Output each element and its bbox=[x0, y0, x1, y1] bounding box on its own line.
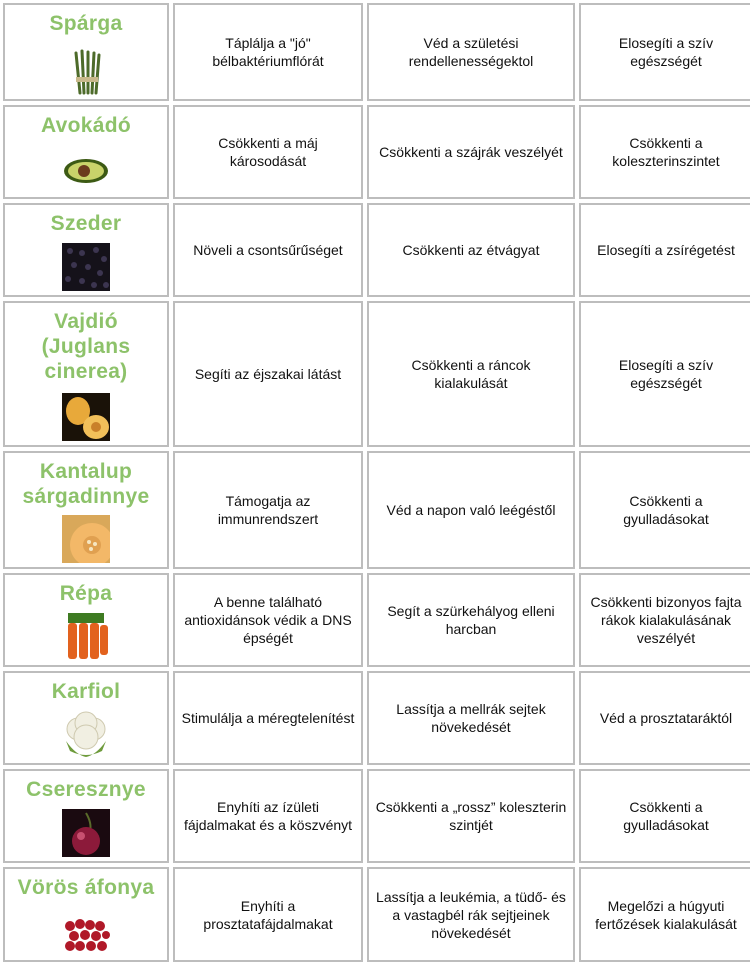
benefit-cell: Véd a prosztataráktól bbox=[579, 671, 750, 765]
benefit-cell: Véd a napon való leégéstől bbox=[367, 451, 575, 569]
benefit-cell: Megelőzi a húgyuti fertőzések kialakulását bbox=[579, 867, 750, 962]
cherry-icon bbox=[62, 809, 110, 857]
benefit-cell: Csökkenti a koleszterinszintet bbox=[579, 105, 750, 199]
food-cell-cranberry bbox=[3, 867, 169, 962]
food-name: Kantalup sárgadinnye bbox=[22, 460, 150, 508]
benefit-cell: Táplálja a "jó" bélbaktériumflórát bbox=[173, 3, 363, 101]
benefit-cell: Elosegíti a zsírégetést bbox=[579, 203, 750, 297]
food-name: Répa bbox=[59, 582, 113, 605]
benefit-cell: Enyhíti az ízületi fájdalmakat és a köszvényt bbox=[173, 769, 363, 863]
food-benefits-table bbox=[3, 3, 750, 962]
food-cell-cantaloupe bbox=[3, 451, 169, 569]
benefit-cell: Csökkenti a szájrák veszélyét bbox=[367, 105, 575, 199]
cantaloupe-icon bbox=[62, 515, 110, 563]
benefit-cell: Csökkenti a gyulladásokat bbox=[579, 451, 750, 569]
benefit-cell: Elosegíti a szív egészségét bbox=[579, 301, 750, 447]
food-cell-cauliflower bbox=[3, 671, 169, 765]
benefit-cell: Elosegíti a szív egészségét bbox=[579, 3, 750, 101]
benefit-cell: Enyhíti a prosztatafájdalmakat bbox=[173, 867, 363, 962]
benefit-cell: Támogatja az immunrendszert bbox=[173, 451, 363, 569]
butternut-icon bbox=[62, 393, 110, 441]
food-name: Avokádó bbox=[40, 114, 131, 137]
benefit-cell: A benne található antioxidánsok védik a DNS épségét bbox=[173, 573, 363, 667]
benefit-cell: Csökkenti a „rossz” koleszterin szintjét bbox=[367, 769, 575, 863]
food-name: Cseresznye bbox=[26, 778, 146, 801]
benefit-cell: Lassítja a mellrák sejtek növekedését bbox=[367, 671, 575, 765]
food-name: Szeder bbox=[50, 212, 122, 235]
benefit-cell: Stimulálja a méregtelenítést bbox=[173, 671, 363, 765]
food-name: Karfiol bbox=[51, 680, 121, 703]
food-name: Vörös áfonya bbox=[17, 876, 155, 899]
benefit-cell: Csökkenti a ráncok kialakulását bbox=[367, 301, 575, 447]
carrot-icon bbox=[62, 613, 110, 661]
asparagus-icon bbox=[62, 47, 110, 95]
food-cell-asparagus bbox=[3, 3, 169, 101]
food-cell-cherry bbox=[3, 769, 169, 863]
food-cell-avocado bbox=[3, 105, 169, 199]
benefit-cell: Segíti az éjszakai látást bbox=[173, 301, 363, 447]
cauliflower-icon bbox=[62, 711, 110, 759]
food-name: Spárga bbox=[49, 12, 123, 35]
benefit-cell: Segít a szürkehályog elleni harcban bbox=[367, 573, 575, 667]
food-cell-butternut bbox=[3, 301, 169, 447]
benefit-cell: Véd a születési rendellenességektol bbox=[367, 3, 575, 101]
blackberry-icon bbox=[62, 243, 110, 291]
benefit-cell: Növeli a csontsűrűséget bbox=[173, 203, 363, 297]
benefit-cell: Lassítja a leukémia, a tüdő- és a vastagbél rák sejtjeinek növekedését bbox=[367, 867, 575, 962]
cranberry-icon bbox=[62, 908, 110, 956]
benefit-cell: Csökkenti az étvágyat bbox=[367, 203, 575, 297]
avocado-icon bbox=[62, 145, 110, 193]
benefit-cell: Csökkenti bizonyos fajta rákok kialakulásának veszélyét bbox=[579, 573, 750, 667]
food-cell-carrot bbox=[3, 573, 169, 667]
benefit-cell: Csökkenti a gyulladásokat bbox=[579, 769, 750, 863]
food-cell-blackberry bbox=[3, 203, 169, 297]
benefit-cell: Csökkenti a máj károsodását bbox=[173, 105, 363, 199]
food-name: Vajdió (Juglans cinerea) bbox=[41, 310, 131, 383]
